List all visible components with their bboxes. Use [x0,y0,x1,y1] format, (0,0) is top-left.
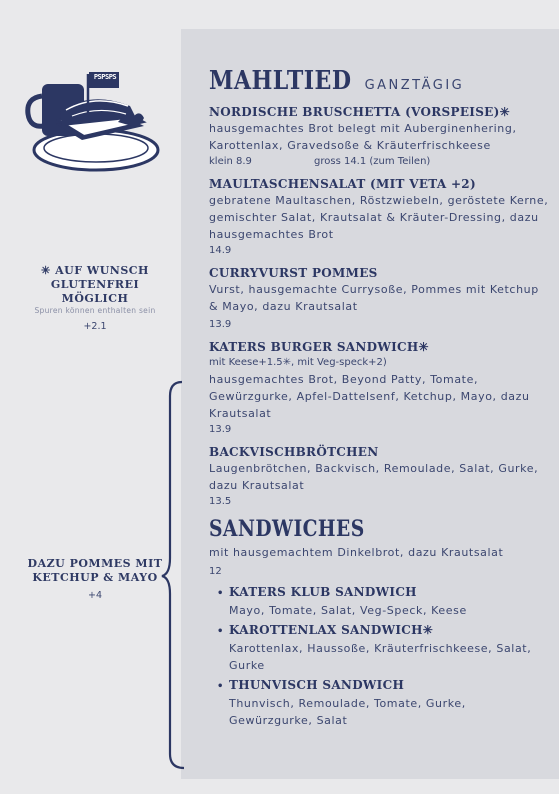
sandwich-title: KATERS KLUB SANDWICH [229,585,417,599]
logo-flag-text: PSPSPS [93,73,117,81]
gluten-free-heading-1: ✳ AUF WUNSCH [41,264,149,277]
menu-item-sizes [209,154,549,170]
menu-item-price: 14.9 [209,245,232,256]
menu-item-options: mit Keese+1.5✳, mit Veg-speck+2) [209,357,387,368]
section-mahltied [209,66,549,96]
sandwich-description: Mayo, Tomate, Salat, Veg-Speck, Keese [229,604,467,617]
menu-item-price: 13.9 [209,319,232,330]
sandwich-item-karottenlax [217,622,549,674]
menu-item-price: 13.9 [209,424,232,435]
menu-item-description: Laugenbrötchen, Backvisch, Remoulade, Salat, Gurke, dazu Krautsalat [209,462,539,492]
gluten-free-note [24,264,166,335]
gluten-free-trace-note: Spuren können enthalten sein [34,306,156,315]
menu-item-description: hausgemachtes Brot, Beyond Patty, Tomate, Gewürzgurke, Apfel-Dattelsenf, Ketchup, Mayo, dazu Krautsalat [209,373,530,420]
gluten-free-price: +2.1 [83,321,107,332]
gluten-free-heading-2: GLUTENFREI MÖGLICH [50,278,140,305]
sandwich-list [209,584,549,729]
menu-item-title: CURRYVURST POMMES [209,266,378,280]
menu-item-price: 13.5 [209,496,232,507]
fries-heading-1: DAZU POMMES MIT [27,557,163,570]
section-title-mahltied: MAHLTIED [209,66,352,96]
section-title-sandwiches: SANDWICHES [209,516,365,542]
menu-item-description: gebratene Maultaschen, Röstzwiebeln, geröstete Kerne, gemischter Salat, Krautsalat & Kräuter-Dressing, dazu hausgemachtes Brot [209,194,549,241]
menu-item-description: Vurst, hausgemachte Currysoße, Pommes mit Ketchup & Mayo, dazu Krautsalat [209,283,539,313]
sandwich-description: Thunvisch, Remoulade, Tomate, Gurke, Gewürzgurke, Salat [229,697,466,727]
menu-item-title: MAULTASCHENSALAT (MIT VETA +2) [209,177,476,191]
size-small-price: klein 8.9 [209,156,252,167]
menu-item-bruschetta [209,104,549,170]
menu-item-backvisch [209,444,549,510]
fries-heading-2: KETCHUP & MAYO [32,571,158,584]
size-large-price: gross 14.1 (zum Teilen) [314,156,431,167]
menu-item-maultaschensalat [209,176,549,259]
sandwich-item-thunvisch [217,677,549,729]
bullet-icon: • [217,588,224,599]
menu-item-title: KATERS BURGER SANDWICH✳ [209,340,429,354]
sandwich-title: THUNVISCH SANDWICH [229,678,405,692]
sandwiches-price: 12 [209,566,222,577]
menu-item-title: BACKVISCHBRÖTCHEN [209,445,379,459]
section-subtitle-ganztaegig: GANZTÄGIG [364,78,465,93]
menu-item-curryvurst [209,265,549,333]
fries-price: +4 [87,590,102,601]
sandwich-logo-illustration [16,66,162,180]
menu-content [209,66,549,729]
section-sandwiches [209,514,549,544]
fries-note [24,557,166,604]
sandwich-description: Karottenlax, Haussoße, Kräuterfrischkeese, Salat, Gurke [229,642,532,672]
menu-item-title: NORDISCHE BRUSCHETTA (VORSPEISE)✳ [209,105,510,119]
curly-brace [160,378,206,770]
menu-item-description: hausgemachtes Brot belegt mit Auberginenhering, Karottenlax, Gravedsoße & Kräuterfrischkeese [209,122,517,152]
menu-item-burger [209,339,549,438]
sandwich-title: KAROTTENLAX SANDWICH✳ [229,623,434,637]
sandwich-item-klub [217,584,549,619]
bullet-icon: • [217,681,224,692]
sandwiches-description: mit hausgemachtem Dinkelbrot, dazu Krautsalat [209,546,504,559]
bullet-icon: • [217,626,224,637]
